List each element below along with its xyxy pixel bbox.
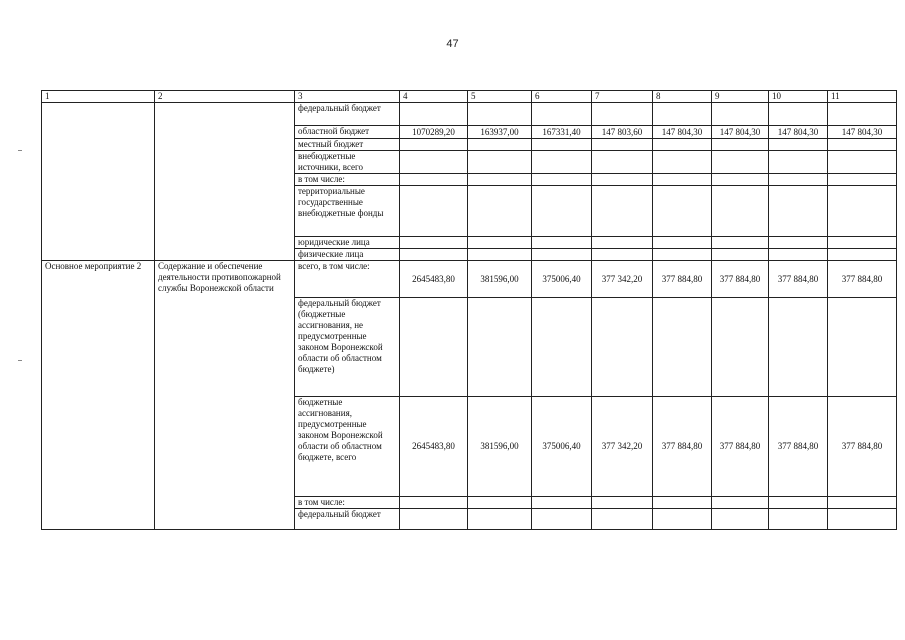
value-cell — [712, 497, 769, 509]
value-cell — [769, 298, 828, 397]
column-number-9: 9 — [712, 91, 769, 103]
value-cell — [828, 174, 897, 186]
value-cell — [653, 249, 712, 261]
value-cell: 381596,00 — [468, 261, 532, 298]
value-cell — [468, 151, 532, 174]
value-cell — [400, 103, 468, 126]
value-cell — [592, 497, 653, 509]
value-cell — [712, 139, 769, 151]
value-cell — [400, 186, 468, 237]
column-number-2: 2 — [155, 91, 295, 103]
value-cell — [828, 103, 897, 126]
value-cell: 147 804,30 — [653, 126, 712, 139]
value-cell: 147 803,60 — [592, 126, 653, 139]
value-cell: 2645483,80 — [400, 397, 468, 497]
value-cell — [769, 139, 828, 151]
value-cell: 377 884,80 — [653, 397, 712, 497]
value-cell — [653, 298, 712, 397]
table-row — [42, 103, 897, 126]
value-cell — [468, 509, 532, 530]
source-label: бюджетные ассигнования, предусмотренные законом Воронежской области об областном бюджете, всего — [295, 397, 400, 497]
value-cell — [769, 186, 828, 237]
value-cell — [400, 298, 468, 397]
source-label: внебюджетные источники, всего — [295, 151, 400, 174]
name-cell: Содержание и обеспечение деятельности противопожарной службы Воронежской области — [155, 261, 295, 530]
source-label: в том числе: — [295, 174, 400, 186]
value-cell — [712, 151, 769, 174]
value-cell: 377 884,80 — [769, 261, 828, 298]
value-cell — [468, 186, 532, 237]
value-cell — [769, 509, 828, 530]
value-cell — [653, 497, 712, 509]
value-cell — [400, 174, 468, 186]
value-cell: 377 884,80 — [712, 397, 769, 497]
value-cell — [532, 151, 592, 174]
source-label: федеральный бюджет — [295, 509, 400, 530]
value-cell: 375006,40 — [532, 397, 592, 497]
value-cell: 147 804,30 — [828, 126, 897, 139]
margin-mark — [18, 150, 22, 151]
value-cell: 377 884,80 — [712, 261, 769, 298]
value-cell — [532, 298, 592, 397]
value-cell — [532, 139, 592, 151]
value-cell — [592, 237, 653, 249]
value-cell — [532, 103, 592, 126]
value-cell — [828, 237, 897, 249]
value-cell — [653, 139, 712, 151]
value-cell: 377 342,20 — [592, 261, 653, 298]
value-cell — [468, 249, 532, 261]
value-cell — [653, 237, 712, 249]
value-cell: 377 884,80 — [828, 261, 897, 298]
source-label: физические лица — [295, 249, 400, 261]
value-cell — [653, 509, 712, 530]
column-number-8: 8 — [653, 91, 712, 103]
value-cell — [769, 237, 828, 249]
value-cell — [592, 139, 653, 151]
value-cell — [592, 103, 653, 126]
value-cell — [468, 174, 532, 186]
value-cell: 381596,00 — [468, 397, 532, 497]
value-cell — [592, 249, 653, 261]
budget-table — [41, 90, 897, 530]
value-cell — [532, 249, 592, 261]
value-cell: 375006,40 — [532, 261, 592, 298]
column-number-11: 11 — [828, 91, 897, 103]
value-cell — [532, 237, 592, 249]
value-cell — [532, 497, 592, 509]
value-cell: 1070289,20 — [400, 126, 468, 139]
value-cell — [769, 497, 828, 509]
value-cell — [828, 151, 897, 174]
value-cell — [400, 237, 468, 249]
value-cell: 377 884,80 — [769, 397, 828, 497]
margin-mark — [18, 360, 22, 361]
value-cell — [400, 151, 468, 174]
value-cell: 163937,00 — [468, 126, 532, 139]
table-row — [42, 261, 897, 298]
source-label: в том числе: — [295, 497, 400, 509]
column-number-5: 5 — [468, 91, 532, 103]
value-cell — [712, 249, 769, 261]
value-cell — [400, 497, 468, 509]
value-cell — [532, 174, 592, 186]
value-cell — [712, 174, 769, 186]
value-cell — [828, 497, 897, 509]
column-number-10: 10 — [769, 91, 828, 103]
value-cell — [828, 186, 897, 237]
source-label: всего, в том числе: — [295, 261, 400, 298]
value-cell — [468, 237, 532, 249]
value-cell — [400, 249, 468, 261]
value-cell — [653, 174, 712, 186]
source-label: местный бюджет — [295, 139, 400, 151]
value-cell — [468, 497, 532, 509]
source-label: территориальные государственные внебюджетные фонды — [295, 186, 400, 237]
page-number: 47 — [446, 38, 459, 50]
value-cell — [653, 103, 712, 126]
status-cell: Основное мероприятие 2 — [42, 261, 155, 530]
value-cell — [592, 151, 653, 174]
value-cell: 377 342,20 — [592, 397, 653, 497]
value-cell — [769, 103, 828, 126]
source-label: федеральный бюджет — [295, 103, 400, 126]
value-cell — [400, 139, 468, 151]
value-cell — [769, 174, 828, 186]
value-cell — [592, 174, 653, 186]
value-cell — [712, 186, 769, 237]
source-label: юридические лица — [295, 237, 400, 249]
value-cell — [468, 298, 532, 397]
value-cell: 2645483,80 — [400, 261, 468, 298]
name-cell-empty — [155, 103, 295, 261]
value-cell — [769, 249, 828, 261]
value-cell — [712, 298, 769, 397]
value-cell — [712, 103, 769, 126]
value-cell — [653, 151, 712, 174]
value-cell — [712, 509, 769, 530]
value-cell — [532, 509, 592, 530]
value-cell — [592, 186, 653, 237]
value-cell — [592, 298, 653, 397]
value-cell — [828, 509, 897, 530]
value-cell: 167331,40 — [532, 126, 592, 139]
column-number-6: 6 — [532, 91, 592, 103]
value-cell — [400, 509, 468, 530]
value-cell: 147 804,30 — [769, 126, 828, 139]
value-cell — [653, 186, 712, 237]
status-cell-empty — [42, 103, 155, 261]
column-number-1: 1 — [42, 91, 155, 103]
value-cell — [828, 139, 897, 151]
value-cell — [592, 509, 653, 530]
source-label: областной бюджет — [295, 126, 400, 139]
column-number-4: 4 — [400, 91, 468, 103]
value-cell — [828, 298, 897, 397]
value-cell — [712, 237, 769, 249]
value-cell — [468, 139, 532, 151]
value-cell: 377 884,80 — [653, 261, 712, 298]
column-number-row — [42, 91, 897, 103]
source-label: федеральный бюджет (бюджетные ассигнования, не предусмотренные законом Воронежской области об областном бюджете) — [295, 298, 400, 397]
column-number-7: 7 — [592, 91, 653, 103]
value-cell — [532, 186, 592, 237]
value-cell: 147 804,30 — [712, 126, 769, 139]
value-cell — [828, 249, 897, 261]
value-cell — [468, 103, 532, 126]
value-cell — [769, 151, 828, 174]
value-cell: 377 884,80 — [828, 397, 897, 497]
column-number-3: 3 — [295, 91, 400, 103]
